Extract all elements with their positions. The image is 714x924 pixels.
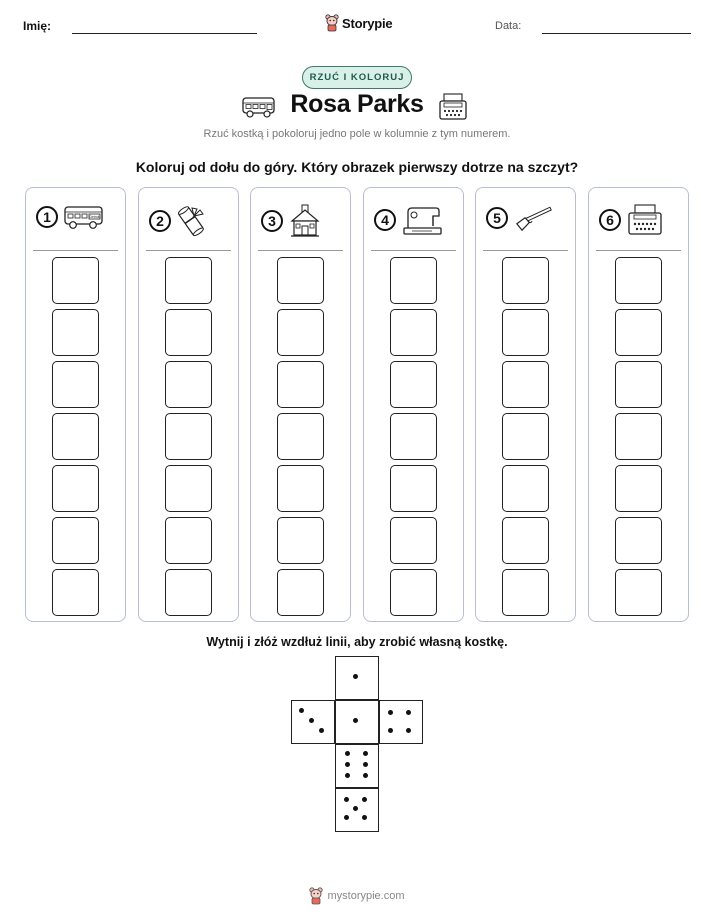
date-line[interactable] xyxy=(542,33,691,34)
column-divider xyxy=(483,250,568,251)
color-cell[interactable] xyxy=(502,413,549,460)
color-cell[interactable] xyxy=(390,569,437,616)
color-cell[interactable] xyxy=(615,413,662,460)
footer xyxy=(0,887,714,905)
storypie-mascot-icon xyxy=(309,887,323,905)
color-cell[interactable] xyxy=(390,257,437,304)
coloring-instruction: Koloruj od dołu do góry. Który obrazek pierwszy dotrze na szczyt? xyxy=(135,159,579,175)
column-1 xyxy=(25,187,126,622)
color-cell[interactable] xyxy=(277,257,324,304)
typewriter-icon xyxy=(627,204,663,236)
bus-icon xyxy=(64,204,104,230)
sewing-machine-icon xyxy=(402,204,442,236)
color-cell[interactable] xyxy=(502,517,549,564)
color-cell[interactable] xyxy=(502,465,549,512)
column-divider xyxy=(371,250,456,251)
color-cell[interactable] xyxy=(502,257,549,304)
die-face-1 xyxy=(335,700,379,744)
column-2 xyxy=(138,187,239,622)
color-cell[interactable] xyxy=(277,517,324,564)
die-pip xyxy=(319,728,324,733)
name-label: Imię: xyxy=(23,19,52,33)
die-pip xyxy=(363,751,368,756)
color-cell[interactable] xyxy=(165,517,212,564)
die-pip xyxy=(363,773,368,778)
color-cell[interactable] xyxy=(165,361,212,408)
die-pip xyxy=(353,674,358,679)
color-cell[interactable] xyxy=(502,309,549,356)
color-cell[interactable] xyxy=(277,361,324,408)
die-pip xyxy=(309,718,314,723)
storypie-mascot-icon xyxy=(325,14,339,32)
date-label: Data: xyxy=(495,20,522,32)
die-pip xyxy=(362,797,367,802)
die-pip xyxy=(344,797,349,802)
die-pip xyxy=(299,708,304,713)
color-cell[interactable] xyxy=(52,569,99,616)
color-cell[interactable] xyxy=(277,569,324,616)
schoolhouse-icon xyxy=(289,204,321,238)
color-cell[interactable] xyxy=(52,517,99,564)
column-divider xyxy=(33,250,118,251)
color-cell[interactable] xyxy=(165,257,212,304)
color-cell[interactable] xyxy=(52,361,99,408)
color-cell[interactable] xyxy=(52,257,99,304)
color-cell[interactable] xyxy=(615,257,662,304)
column-number: 3 xyxy=(261,210,283,232)
column-divider xyxy=(258,250,343,251)
color-cell[interactable] xyxy=(52,309,99,356)
die-pip xyxy=(363,762,368,767)
page-subtitle: Rzuć kostką i pokoloruj jedno pole w kolumnie z tym numerem. xyxy=(203,128,511,140)
die-face-4 xyxy=(379,700,423,744)
bus-sign-text: Detroit xyxy=(89,215,100,219)
color-cell[interactable] xyxy=(390,413,437,460)
column-number: 1 xyxy=(36,206,58,228)
color-cell[interactable] xyxy=(390,517,437,564)
die-pip xyxy=(388,710,393,715)
color-cell[interactable] xyxy=(165,465,212,512)
cut-instruction: Wytnij i złóż wzdłuż linii, aby zrobić własną kostkę. xyxy=(206,635,508,649)
brand-name: Storypie xyxy=(342,15,393,31)
color-cell[interactable] xyxy=(165,413,212,460)
color-cell[interactable] xyxy=(390,309,437,356)
die-face-5 xyxy=(335,788,379,832)
page-title: Rosa Parks xyxy=(290,90,424,118)
color-cell[interactable] xyxy=(502,569,549,616)
die-pip xyxy=(353,718,358,723)
color-cell[interactable] xyxy=(390,465,437,512)
column-3 xyxy=(250,187,351,622)
column-divider xyxy=(596,250,681,251)
color-cell[interactable] xyxy=(615,361,662,408)
color-cell[interactable] xyxy=(52,413,99,460)
column-5 xyxy=(475,187,576,622)
color-cell[interactable] xyxy=(52,465,99,512)
die-pip xyxy=(345,773,350,778)
column-number: 6 xyxy=(599,209,621,231)
color-cell[interactable] xyxy=(502,361,549,408)
brand-logo xyxy=(325,12,392,34)
column-number: 2 xyxy=(149,210,171,232)
rifle-icon xyxy=(514,204,554,232)
column-divider xyxy=(146,250,231,251)
column-4 xyxy=(363,187,464,622)
name-line[interactable] xyxy=(72,33,257,34)
die-face-6 xyxy=(335,744,379,788)
color-cell[interactable] xyxy=(615,465,662,512)
color-cell[interactable] xyxy=(615,517,662,564)
die-face-3 xyxy=(291,700,335,744)
color-cell[interactable] xyxy=(165,309,212,356)
typewriter-icon xyxy=(438,93,468,121)
die-pip xyxy=(344,815,349,820)
color-cell[interactable] xyxy=(615,309,662,356)
footer-url[interactable]: mystorypie.com xyxy=(327,890,405,902)
column-number: 5 xyxy=(486,207,508,229)
color-cell[interactable] xyxy=(615,569,662,616)
die-pip xyxy=(406,728,411,733)
color-cell[interactable] xyxy=(165,569,212,616)
activity-badge: RZUĆ I KOLORUJ xyxy=(302,66,412,89)
die-pip xyxy=(353,806,358,811)
die-pip xyxy=(388,728,393,733)
die-pip xyxy=(345,751,350,756)
color-cell[interactable] xyxy=(390,361,437,408)
die-pip xyxy=(406,710,411,715)
die-pip xyxy=(345,762,350,767)
column-6 xyxy=(588,187,689,622)
die-face-1 xyxy=(335,656,379,700)
color-cell[interactable] xyxy=(277,465,324,512)
color-cell[interactable] xyxy=(277,413,324,460)
column-number: 4 xyxy=(374,209,396,231)
color-cell[interactable] xyxy=(277,309,324,356)
die-pip xyxy=(362,815,367,820)
diploma-icon xyxy=(177,204,207,238)
